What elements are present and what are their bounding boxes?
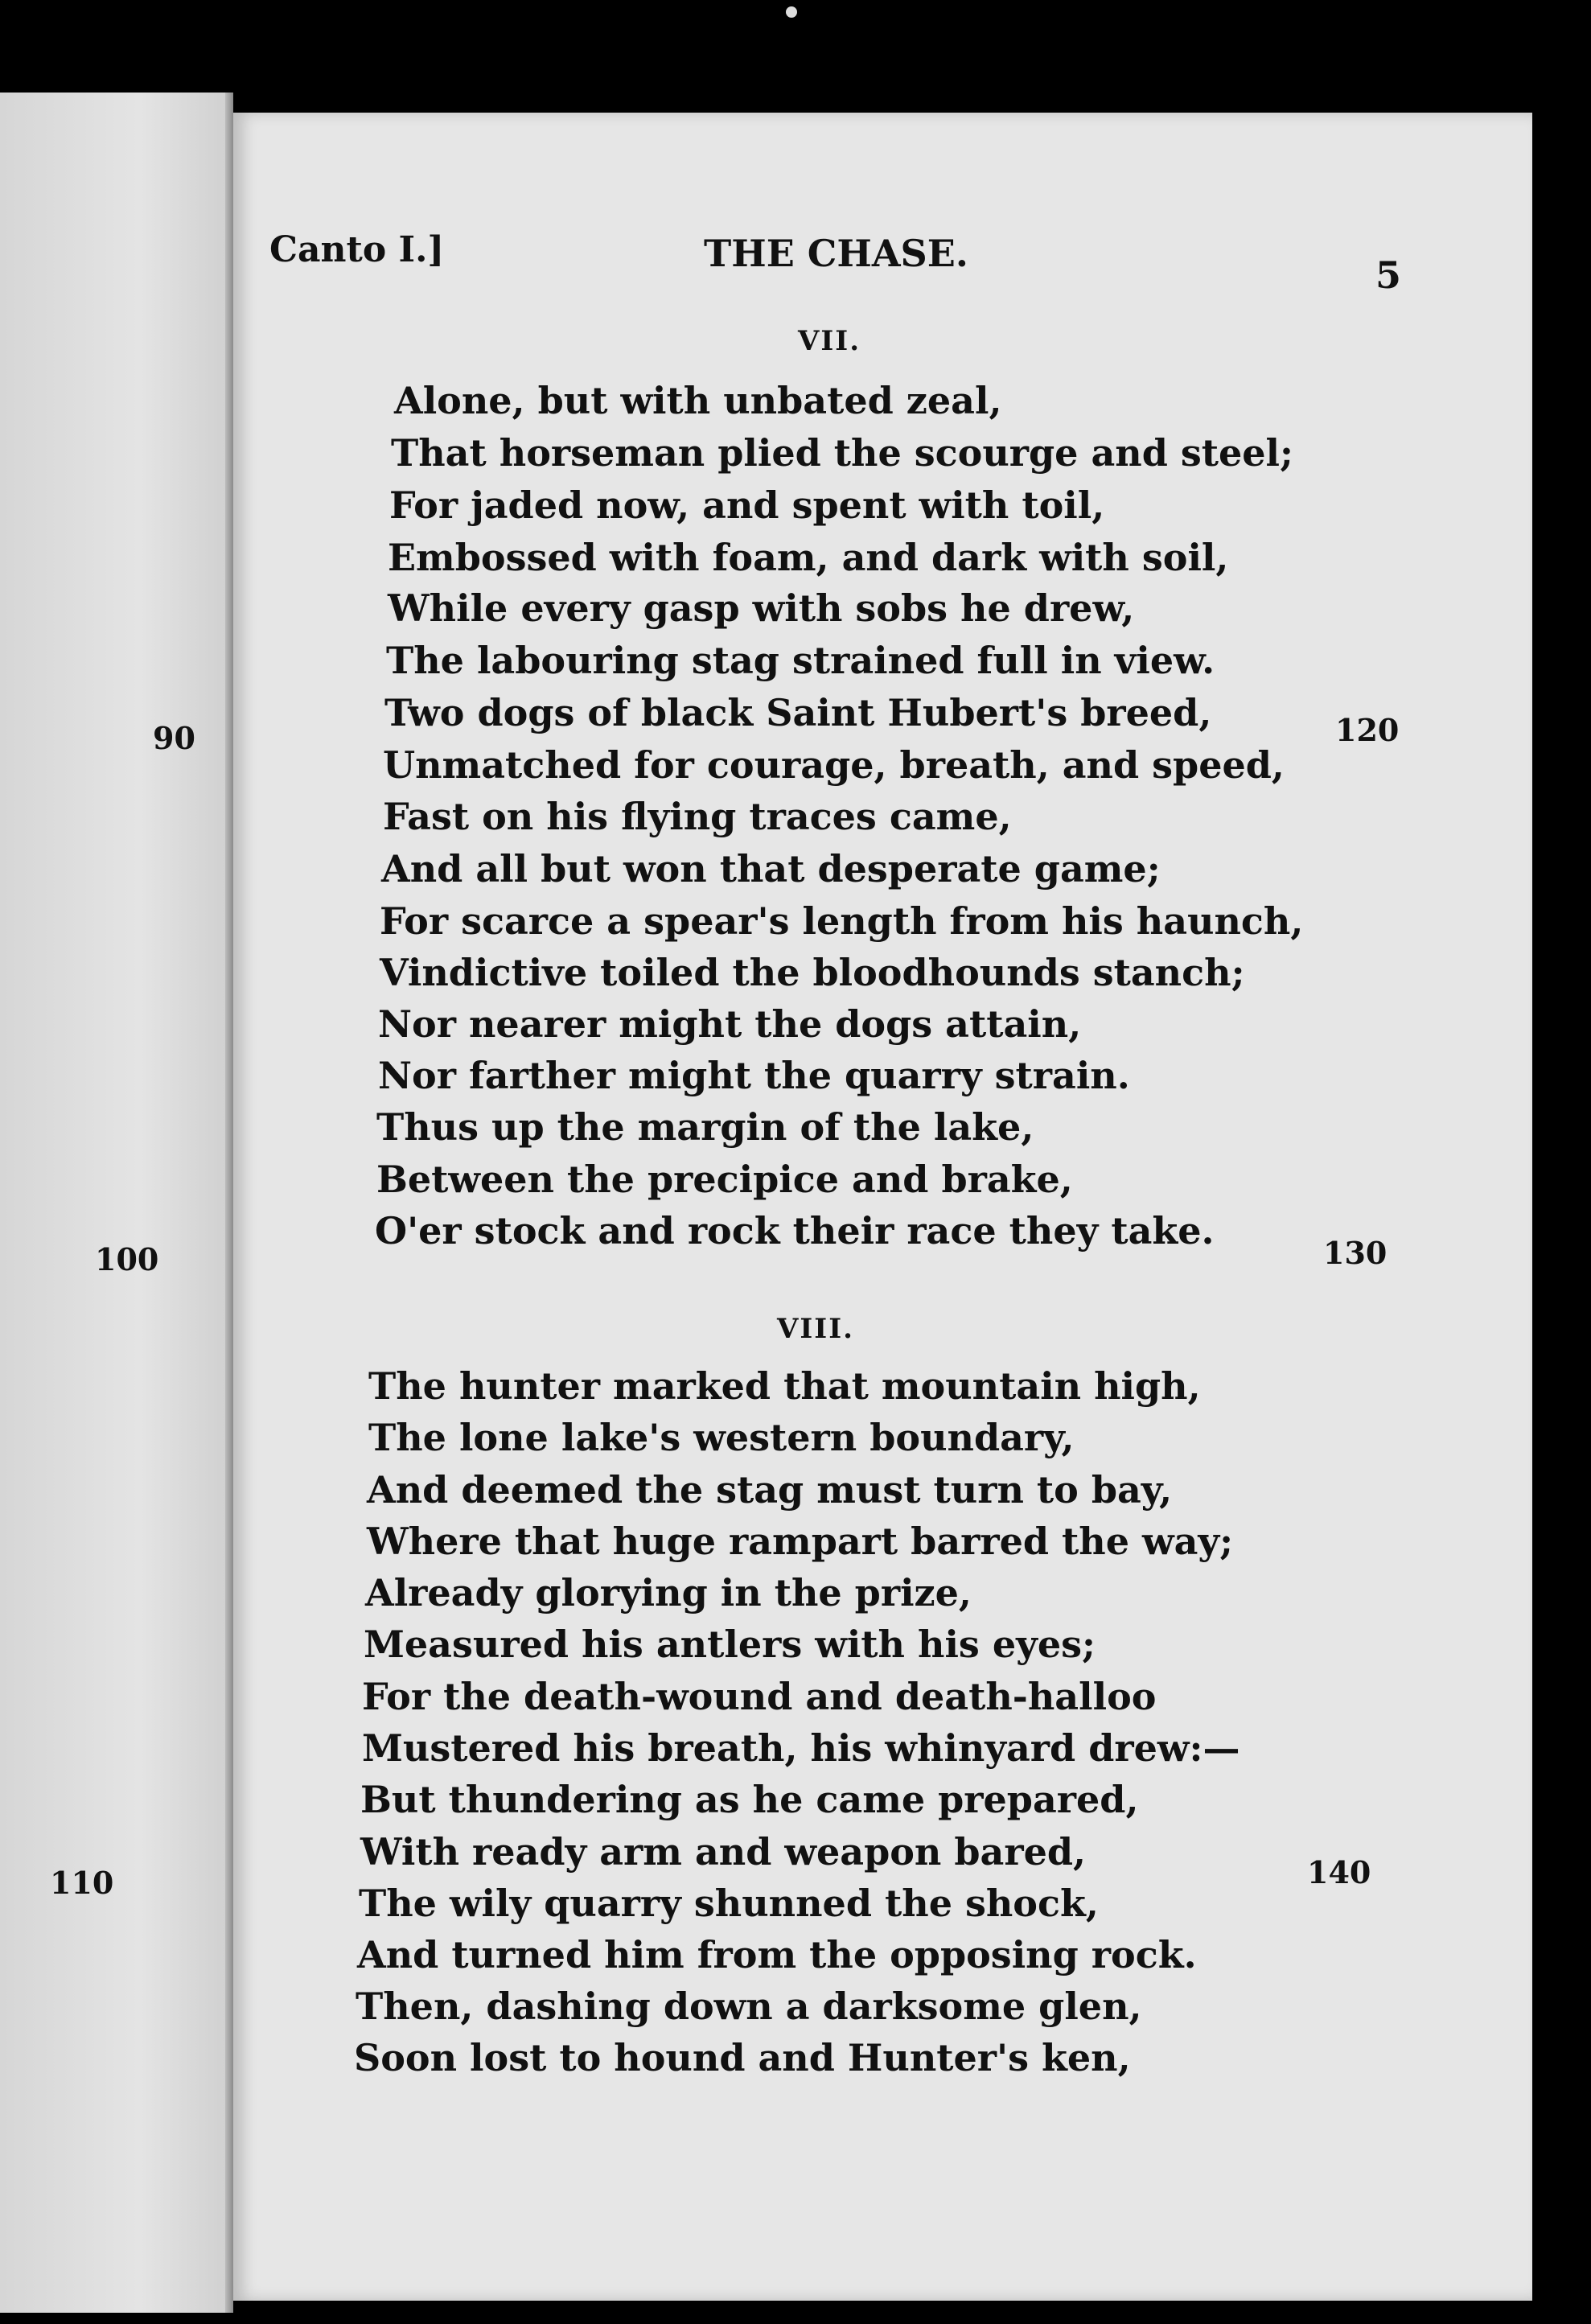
- verse-line: Two dogs of black Saint Hubert's breed,: [384, 691, 1212, 734]
- running-head-canto: Canto I.]: [269, 229, 445, 270]
- stanza-numeral-viii: VIII.: [777, 1313, 854, 1345]
- verse-line: Alone, but with unbated zeal,: [394, 379, 1002, 422]
- verse-line: Where that huge rampart barred the way;: [367, 1520, 1234, 1563]
- line-number-right: 140: [1307, 1854, 1371, 1890]
- verse-line: For jaded now, and spent with toil,: [389, 483, 1105, 527]
- stanza-numeral-vii: VII.: [798, 325, 861, 357]
- verse-line: Nor nearer might the dogs attain,: [378, 1002, 1082, 1046]
- running-head-title: THE CHASE.: [704, 232, 968, 275]
- verse-line: O'er stock and rock their race they take.: [375, 1209, 1215, 1252]
- verse-line: And deemed the stag must turn to bay,: [367, 1468, 1173, 1512]
- verse-line: For scarce a spear's length from his haunch,: [380, 899, 1304, 943]
- verse-line: The hunter marked that mountain high,: [368, 1364, 1201, 1408]
- line-number-left: 90: [153, 720, 195, 756]
- verse-line: Embossed with foam, and dark with soil,: [388, 536, 1229, 579]
- verse-line: Fast on his flying traces came,: [383, 795, 1012, 838]
- line-number-right: 130: [1323, 1235, 1388, 1271]
- verse-line: Mustered his breath, his whinyard drew:—: [362, 1726, 1240, 1770]
- verse-line: Then, dashing down a darksome glen,: [356, 1985, 1142, 2028]
- page-number: 5: [1375, 253, 1402, 297]
- verse-line: Soon lost to hound and Hunter's ken,: [354, 2036, 1131, 2079]
- facing-page-left: [0, 93, 233, 2313]
- verse-line: But thundering as he came prepared,: [360, 1778, 1139, 1821]
- line-number-left: 110: [50, 1865, 114, 1901]
- verse-line: Between the precipice and brake,: [376, 1158, 1073, 1201]
- verse-line: And turned him from the opposing rock.: [357, 1933, 1197, 1976]
- verse-line: The wily quarry shunned the shock,: [359, 1882, 1099, 1925]
- verse-line: Measured his antlers with his eyes;: [364, 1623, 1096, 1666]
- verse-line: Unmatched for courage, breath, and speed,: [383, 743, 1285, 787]
- scan-speck: [786, 6, 797, 18]
- verse-line: And all but won that desperate game;: [381, 847, 1161, 891]
- line-number-right: 120: [1335, 712, 1400, 748]
- line-number-left: 100: [95, 1241, 159, 1277]
- verse-line: The lone lake's western boundary,: [368, 1416, 1075, 1459]
- verse-line: With ready arm and weapon bared,: [360, 1830, 1087, 1874]
- verse-line: That horseman plied the scourge and steel;: [391, 431, 1294, 475]
- verse-line: Already glorying in the prize,: [365, 1571, 972, 1614]
- verse-line: Vindictive toiled the bloodhounds stanch;: [380, 951, 1245, 994]
- verse-line: While every gasp with sobs he drew,: [388, 586, 1135, 630]
- page-gutter: [225, 93, 233, 2313]
- verse-line: The labouring stag strained full in view.: [386, 639, 1215, 682]
- verse-line: Thus up the margin of the lake,: [376, 1105, 1034, 1149]
- verse-line: For the death-wound and death-halloo: [362, 1675, 1157, 1718]
- verse-line: Nor farther might the quarry strain.: [378, 1054, 1130, 1097]
